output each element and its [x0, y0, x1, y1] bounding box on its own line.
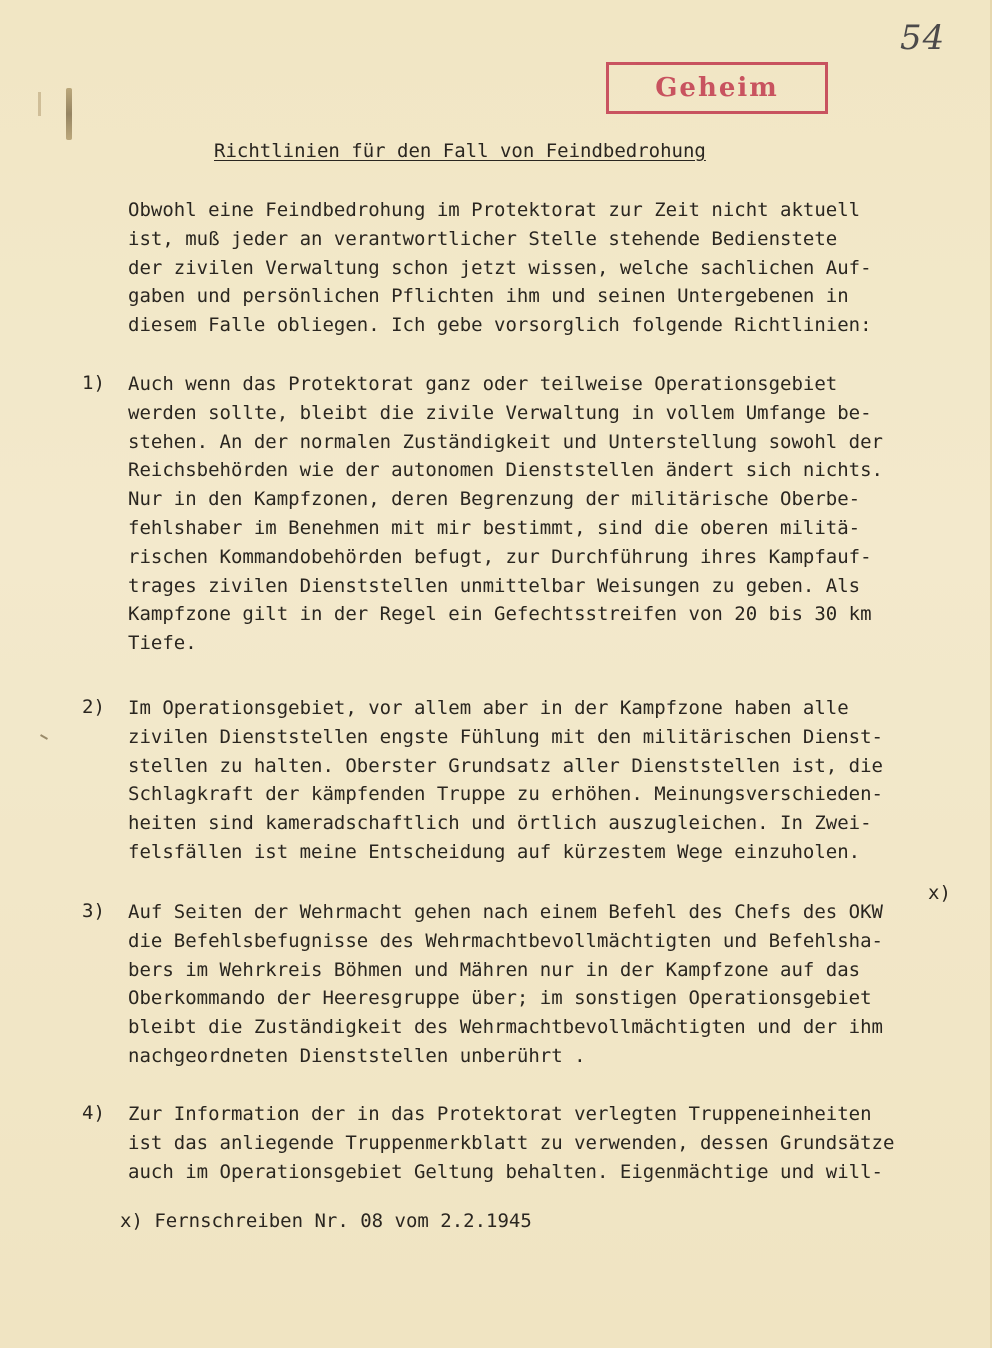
- section-line: stellen zu halten. Oberster Grundsatz aller Dienststellen ist, die: [128, 754, 883, 777]
- section-line: Zur Information der in das Protektorat verlegten Truppeneinheiten: [128, 1103, 872, 1125]
- section-line: rischen Kommandobehörden befugt, zur Durchführung ihres Kampfauf-: [128, 545, 872, 568]
- section-line: Nur in den Kampfzonen, deren Begrenzung der militärische Oberbe-: [128, 488, 861, 511]
- section-line: Im Operationsgebiet, vor allem aber in der Kampfzone haben alle: [128, 697, 849, 719]
- intro-line: gaben und persönlichen Pflichten ihm und seinen Untergebenen in: [128, 285, 849, 308]
- section-line: bleibt die Zuständigkeit des Wehrmachtbevollmächtigten und der ihm: [128, 1016, 883, 1039]
- section-line: Auch wenn das Protektorat ganz oder teilweise Operationsgebiet: [128, 373, 838, 395]
- section-line: Kampfzone gilt in der Regel ein Gefechtsstreifen von 20 bis 30 km: [128, 603, 872, 626]
- section-line: fehlshaber im Benehmen mit mir bestimmt, sind die oberen militä-: [128, 516, 861, 539]
- section-line: auch im Operationsgebiet Geltung behalten. Eigenmächtige und will-: [128, 1160, 883, 1183]
- section-line: bers im Wehrkreis Böhmen und Mähren nur in der Kampfzone auf das: [128, 958, 861, 981]
- footnote-marker: x): [928, 882, 951, 904]
- intro-line: der zivilen Verwaltung schon jetzt wissen, welche sachlichen Auf-: [128, 256, 872, 279]
- section-2-text: [128, 694, 883, 867]
- section-line: Reichsbehörden wie der autonomen Dienststellen ändert sich nichts.: [128, 459, 883, 482]
- intro-line: Obwohl eine Feindbedrohung im Protektorat zur Zeit nicht aktuell: [128, 199, 861, 221]
- section-3-number: 3): [82, 900, 105, 922]
- section-line: Oberkommando der Heeresgruppe über; im sonstigen Operationsgebiet: [128, 987, 872, 1010]
- section-line: Auf Seiten der Wehrmacht gehen nach einem Befehl des Chefs des OKW: [128, 901, 883, 923]
- section-line: ist das anliegende Truppenmerkblatt zu verwenden, dessen Grundsätze: [128, 1131, 895, 1154]
- section-line: felsfällen ist meine Entscheidung auf kürzestem Wege einzuholen.: [128, 840, 861, 863]
- scan-edge: [992, 0, 1000, 1348]
- section-4-text: [128, 1100, 894, 1186]
- section-1-number: 1): [82, 372, 105, 394]
- intro-line: ist, muß jeder an verantwortlicher Stelle stehende Bedienstete: [128, 227, 838, 250]
- section-line: nachgeordneten Dienststellen unberührt .: [128, 1044, 586, 1067]
- section-line: Schlagkraft der kämpfenden Truppe zu erhöhen. Meinungsverschieden-: [128, 783, 883, 806]
- handwritten-page-number: 54: [900, 18, 946, 58]
- section-1-text: [128, 370, 883, 658]
- footnote: x) Fernschreiben Nr. 08 vom 2.2.1945: [120, 1210, 532, 1232]
- document-title: Richtlinien für den Fall von Feindbedrohung: [214, 140, 706, 162]
- section-line: die Befehlsbefugnisse des Wehrmachtbevollmächtigten und Befehlsha-: [128, 929, 883, 952]
- classification-stamp: Geheim: [606, 62, 828, 114]
- section-line: zivilen Dienststellen engste Fühlung mit den militärischen Dienst-: [128, 725, 883, 748]
- staple-mark: [66, 88, 72, 140]
- section-line: Tiefe.: [128, 632, 197, 655]
- intro-line: diesem Falle obliegen. Ich gebe vorsorglich folgende Richtlinien:: [128, 314, 872, 337]
- section-line: stehen. An der normalen Zuständigkeit und Unterstellung sowohl der: [128, 430, 883, 453]
- section-line: heiten sind kameradschaftlich und örtlich auszugleichen. In Zwei-: [128, 812, 872, 835]
- section-3-text: [128, 898, 883, 1071]
- staple-mark-secondary: [38, 92, 41, 116]
- section-line: werden sollte, bleibt die zivile Verwaltung in vollem Umfange be-: [128, 401, 872, 424]
- section-4-number: 4): [82, 1102, 105, 1124]
- intro-paragraph: [128, 196, 872, 340]
- section-line: trages zivilen Dienststellen unmittelbar Weisungen zu geben. Als: [128, 574, 861, 597]
- section-2-number: 2): [82, 696, 105, 718]
